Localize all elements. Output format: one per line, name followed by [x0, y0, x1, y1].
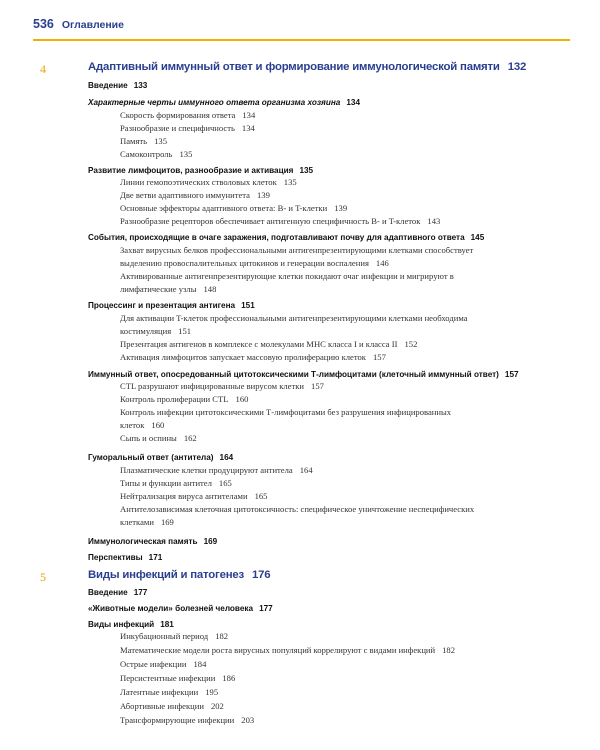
toc-item[interactable]: Активированные антигенпрезентирующие клетки покидают очаг инфекции и мигрируют в — [120, 271, 454, 281]
toc-section[interactable]: «Животные модели» болезней человека 177 — [88, 604, 273, 613]
chapter-title[interactable]: Виды инфекций и патогенез 176 — [88, 569, 271, 581]
toc-item[interactable]: Скорость формирования ответа 134 — [120, 110, 256, 120]
toc-item[interactable]: Типы и функции антител 165 — [120, 478, 232, 488]
toc-item[interactable]: Нейтрализация вируса антителами 165 — [120, 491, 268, 501]
toc-item[interactable]: Две ветви адаптивного иммунитета 139 — [120, 190, 270, 200]
toc-item-cont[interactable]: выделению провоспалительных цитокинов и генерации воспаления 146 — [120, 258, 389, 268]
toc-item[interactable]: Основные эффекторы адаптивного ответа: B- и T-клетки 139 — [120, 203, 348, 213]
toc-item-cont[interactable]: лимфатические узлы 148 — [120, 284, 217, 294]
toc-item-cont[interactable]: клетками 169 — [120, 517, 174, 527]
header-rule — [33, 39, 570, 41]
toc-item[interactable]: Абортивные инфекции 202 — [120, 701, 224, 711]
toc-item-cont[interactable]: клеток 160 — [120, 420, 165, 430]
page-header — [33, 17, 124, 31]
toc-section[interactable]: Развитие лимфоцитов, разнообразие и активация 135 — [88, 166, 314, 175]
toc-item[interactable]: Антителозависимая клеточная цитотоксичность: специфическое уничтожение неспецифических — [120, 504, 475, 514]
toc-section[interactable]: Введение 133 — [88, 81, 148, 90]
toc-item[interactable]: Захват вирусных белков профессиональными антигенпрезентирующими клетками способствует — [120, 245, 474, 255]
toc-item[interactable]: Острые инфекции 184 — [120, 659, 207, 669]
toc-item[interactable]: Персистентные инфекции 186 — [120, 673, 236, 683]
toc-section[interactable]: Виды инфекций 181 — [88, 620, 174, 629]
toc-item[interactable]: Память 135 — [120, 136, 167, 146]
toc-item[interactable]: Линии гемопоэтических стволовых клеток 135 — [120, 177, 297, 187]
page-number: 536 — [33, 17, 54, 31]
toc-item[interactable]: Сыпь и оспины 162 — [120, 433, 197, 443]
chapter-title[interactable]: Адаптивный иммунный ответ и формирование иммунологической памяти 132 — [88, 61, 527, 73]
toc-item[interactable]: Контроль инфекции цитотоксическими Т-лимфоцитами без разрушения инфицированных — [120, 407, 452, 417]
toc-item[interactable]: Самоконтроль 135 — [120, 149, 193, 159]
toc-item[interactable]: Для активации T-клеток профессиональными антигенпрезентирующими клетками необходима — [120, 313, 468, 323]
toc-item[interactable]: Контроль пролиферации CTL 160 — [120, 394, 249, 404]
toc-section[interactable]: Иммунный ответ, опосредованный цитотоксическими Т-лимфоцитами (клеточный иммунный ответ) 157 — [88, 370, 519, 379]
chapter-page: 132 — [507, 61, 527, 73]
toc-section[interactable]: События, происходящие в очаге заражения, подготавливают почву для адаптивного ответа 145 — [88, 233, 485, 242]
toc-item[interactable]: Презентация антигенов в комплексе с молекулами МНС класса I и класса II 152 — [120, 339, 418, 349]
toc-item[interactable]: Инкубационный период 182 — [120, 631, 229, 641]
toc-item[interactable]: Латентные инфекции 195 — [120, 687, 219, 697]
running-title: Оглавление — [61, 19, 124, 31]
toc-item[interactable]: Активация лимфоцитов запускает массовую пролиферацию клеток 157 — [120, 352, 386, 362]
chapter-number: 4 — [40, 62, 46, 76]
chapter-number: 5 — [40, 570, 46, 584]
toc-item-cont[interactable]: костимуляция 151 — [120, 326, 192, 336]
chapter-page: 176 — [251, 569, 271, 581]
toc-section[interactable]: Перспективы 171 — [88, 553, 163, 562]
toc-item[interactable]: Математические модели роста вирусных популяций коррелируют с видами инфекций 182 — [120, 645, 456, 655]
toc-item[interactable]: Плазматические клетки продуцируют антитела 164 — [120, 465, 313, 475]
toc-item[interactable]: Разнообразие рецепторов обеспечивает антигенную специфичность B- и T-клеток 143 — [120, 216, 441, 226]
toc-item[interactable]: Трансформирующие инфекции 203 — [120, 715, 255, 725]
toc-section[interactable]: Характерные черты иммунного ответа организма хозяина 134 — [88, 98, 361, 107]
toc-section[interactable]: Иммунологическая память 169 — [88, 537, 218, 546]
toc-item[interactable]: Разнообразие и специфичность 134 — [120, 123, 255, 133]
toc-section[interactable]: Гуморальный ответ (антитела) 164 — [88, 453, 234, 462]
toc-item[interactable]: CTL разрушают инфицированные вирусом клетки 157 — [120, 381, 324, 391]
toc-section[interactable]: Введение 177 — [88, 588, 148, 597]
toc-section[interactable]: Процессинг и презентация антигена 151 — [88, 301, 255, 310]
